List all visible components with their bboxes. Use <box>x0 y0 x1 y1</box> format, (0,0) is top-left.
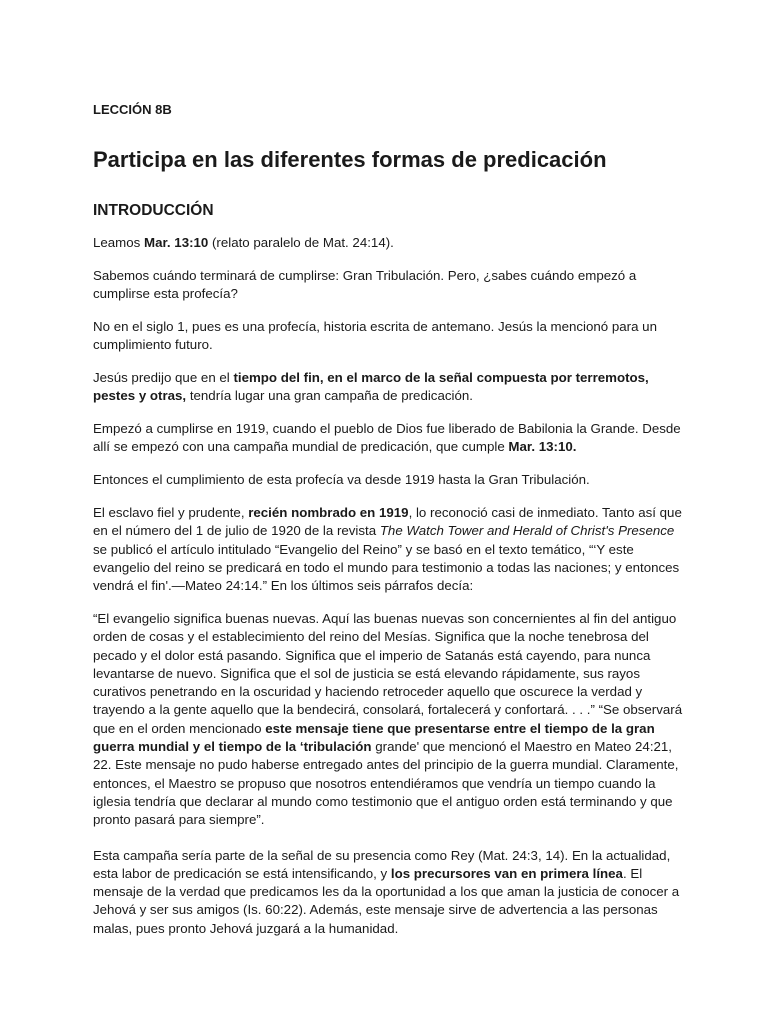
text: Jesús predijo que en el <box>93 369 234 385</box>
bible-reference: Mar. 13:10. <box>508 439 577 455</box>
page-title: Participa en las diferentes formas de predicación <box>93 147 607 172</box>
lesson-label: LECCIÓN 8B <box>93 102 172 117</box>
emphasis: tiempo del fin, en el marco de la señal compuesta por terremotos, pestes y otras, <box>93 369 649 404</box>
emphasis: este mensaje tiene que presentarse entre el tiempo de la gran guerra mundial y el tiempo de la ‘tribulación <box>93 720 655 755</box>
text: Leamos <box>93 235 144 250</box>
paragraph-9 <box>93 847 683 938</box>
document-body <box>93 234 683 953</box>
text: “El evangelio significa buenas nuevas. Aquí las buenas nuevas son concernientes al fin del antiguo orden de cosas y el establecimiento del reino del Mesías. Significa que la noche tenebrosa del pecado y el dolor está pasando. Significa que el imperio de Satanás está cayendo, para nunca levantarse de nuevo. Significa que el sol de justicia se está elevando rápidamente, sus rayos curativos penetrando en la oscuridad y haciendo retroceder aquello que oscurece la verdad y trayendo a la gente aquello que la bendecirá, consolará, fortalecerá y confortará. . . .” “Se observará que en el orden mencionado <box>93 610 683 736</box>
paragraph-4 <box>93 369 683 406</box>
text: , lo reconoció casi de inmediato. Tanto así que en el número del 1 de julio de 1920 de la revista <box>93 504 682 539</box>
text: tendría lugar una gran campaña de predicación. <box>186 388 473 404</box>
text: (relato paralelo de Mat. 24:14). <box>208 235 394 250</box>
paragraph-5 <box>93 420 683 457</box>
paragraph-7 <box>93 504 683 595</box>
text: Esta campaña sería parte de la señal de su presencia como Rey (Mat. 24:3, 14). En la actualidad, esta labor de predicación se está intensificando, y <box>93 847 671 881</box>
paragraph-2: Sabemos cuándo terminará de cumplirse: Gran Tribulación. Pero, ¿sabes cuándo empezó a cumplirse esta profecía? <box>93 267 637 302</box>
paragraph-3: No en el siglo 1, pues es una profecía, historia escrita de antemano. Jesús la mencionó para un cumplimiento futuro. <box>93 318 657 353</box>
text: El esclavo fiel y prudente, <box>93 504 249 520</box>
emphasis: recién nombrado en 1919 <box>248 504 409 520</box>
text: Empezó a cumplirse en 1919, cuando el pueblo de Dios fue liberado de Babilonia la Grande. Desde allí se empezó con una campaña mundial de predicación, que cumple <box>93 421 681 455</box>
text: grande' que mencionó el Maestro en Mateo 24:21, 22. Este mensaje no pudo haberse entregado antes del principio de la guerra mundial. Claramente, entonces, el Maestro se propuso que nosotros entendiéramos que vendría un tiempo cuando la iglesia tendría que declarar al mundo como testimonio que el antiguo orden está terminando y que pronto pasará para siempre”. <box>93 739 679 828</box>
emphasis: los precursores van en primera línea <box>390 865 623 881</box>
section-heading: INTRODUCCIÓN <box>93 202 214 219</box>
paragraph-6: Entonces el cumplimiento de esta profecía va desde 1919 hasta la Gran Tribulación. <box>93 472 590 488</box>
paragraph-1 <box>93 234 683 252</box>
paragraph-8-quote <box>93 610 683 830</box>
bible-reference: Mar. 13:10 <box>144 235 209 250</box>
text: se publicó el artículo intitulado “Evangelio del Reino” y se basó en el texto temático, “‘Y este evangelio del reino se predicará en todo el mundo para testimonio a todas las naciones; y entonces vendrá el fin'.—Mateo 24:14.” En los últimos seis párrafos decía: <box>93 541 680 594</box>
text: . El mensaje de la verdad que predicamos les da la oportunidad a los que aman la justicia de conocer a Jehová y ser sus amigos (Is. 60:22). Además, este mensaje sirve de advertencia a las personas malas, pues pronto Jehová juzgará a la humanidad. <box>93 865 680 936</box>
publication-title: The Watch Tower and Herald of Christ's Presence <box>379 523 675 539</box>
